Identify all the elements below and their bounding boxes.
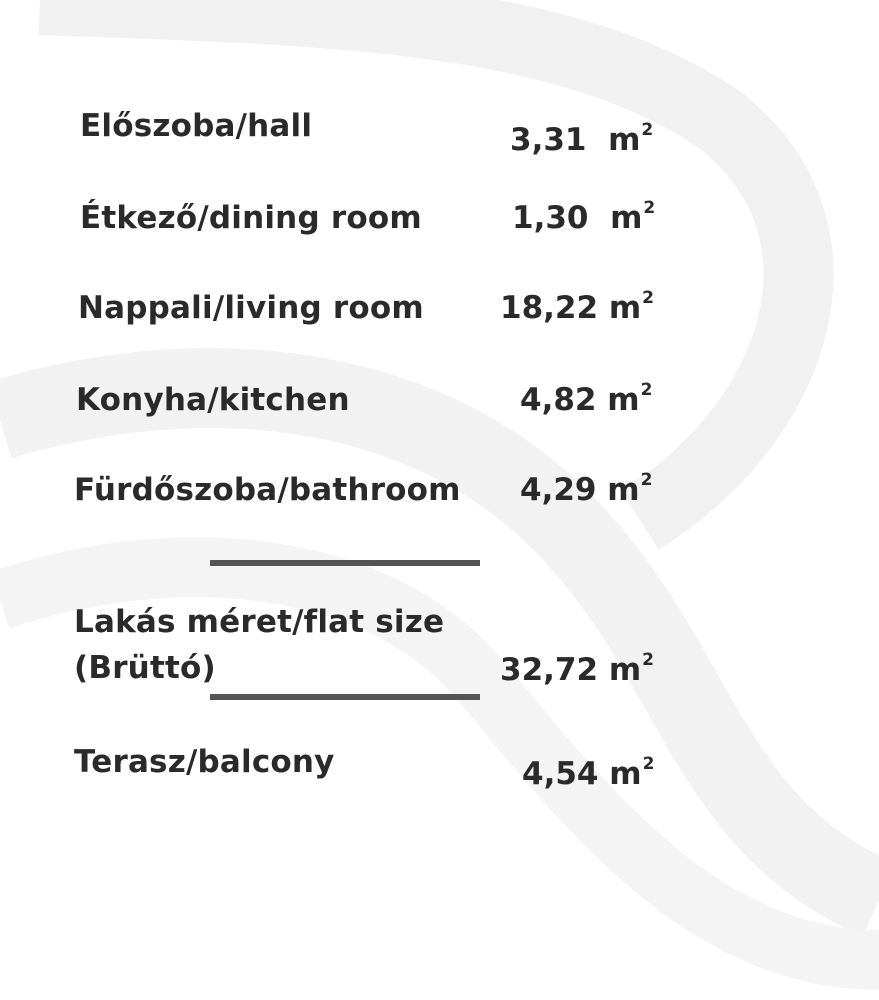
room-area: 3,31 $m^2$ [510,119,654,158]
divider-line [210,694,480,700]
room-label: Étkező/dining room [80,200,422,236]
room-label: Fürdőszoba/bathroom [74,472,461,508]
total-area: 32,72 $m^2$ [500,649,655,688]
room-label: Konyha/kitchen [76,382,350,418]
balcony-label: Terasz/balcony [74,744,335,780]
balcony-area: 4,54 $m^2$ [522,753,655,792]
room-area: 1,30 $m^2$ [512,197,656,236]
room-label: Előszoba/hall [80,108,313,144]
room-label: Nappali/living room [78,290,424,326]
room-area: 4,29 $m^2$ [520,469,653,508]
divider-line [210,560,480,566]
room-area: 18,22 $m^2$ [500,287,655,326]
room-area: 4,82 $m^2$ [520,379,653,418]
total-label-line1: Lakás méret/flat size [74,604,445,640]
total-label-line2: (Brüttó) [74,650,216,686]
